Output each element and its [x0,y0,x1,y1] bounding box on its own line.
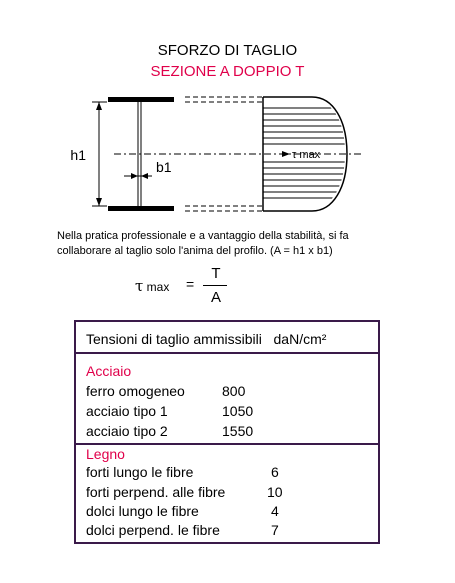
row-value: 6 [271,464,279,480]
top-flange [108,97,174,102]
section-title-wood: Legno [86,446,125,462]
b1-arrow-right [141,173,148,179]
note-line-1: Nella pratica professionale e a vantaggio della stabilità, si fa [57,230,349,242]
row-value: 7 [271,522,279,538]
h1-arrow-bottom [96,198,102,206]
row-value: 1550 [222,423,254,439]
explanatory-note [57,229,447,259]
fraction-bar [203,285,227,286]
row-value: 10 [267,484,283,500]
b1-arrow-left [131,173,138,179]
row-label: forti lungo le fibre [86,464,194,480]
label-tau-max: τ max [292,149,321,161]
i-beam-shear-diagram [0,0,455,225]
row-label: forti perpend. alle fibre [86,484,226,500]
bottom-flange [108,206,174,211]
tau-symbol: τ [135,277,144,295]
row-label: acciaio tipo 1 [86,403,168,419]
page-title: SFORZO DI TAGLIO [157,42,298,59]
label-h1: h1 [70,147,86,163]
note-line-2: collaborare al taglio solo l'anima del profilo. (A = h1 x b1) [57,245,333,257]
formula-numerator: T [211,265,221,282]
row-label: ferro omogeneo [86,383,185,399]
h1-arrow-top [96,102,102,110]
page-subtitle: SEZIONE A DOPPIO T [150,63,305,80]
section-divider [76,443,378,445]
row-label: dolci lungo le fibre [86,503,199,519]
row-value: 800 [222,383,246,399]
row-label: dolci perpend. le fibre [86,522,220,538]
table-header [76,322,378,354]
formula-denominator: A [210,289,221,306]
row-value: 4 [271,503,279,519]
section-title-steel: Acciaio [86,363,132,379]
formula-max: max [146,280,170,294]
table-header-text: Tensioni di taglio ammissibili daN/cm² [86,331,327,347]
label-b1: b1 [156,159,172,175]
formula-equals: = [186,276,195,292]
row-value: 1050 [222,403,254,419]
formula-lhs [135,277,169,295]
allowable-stress-table [74,320,380,544]
tau-max-arrow [282,151,290,157]
row-label: acciaio tipo 2 [86,423,168,439]
